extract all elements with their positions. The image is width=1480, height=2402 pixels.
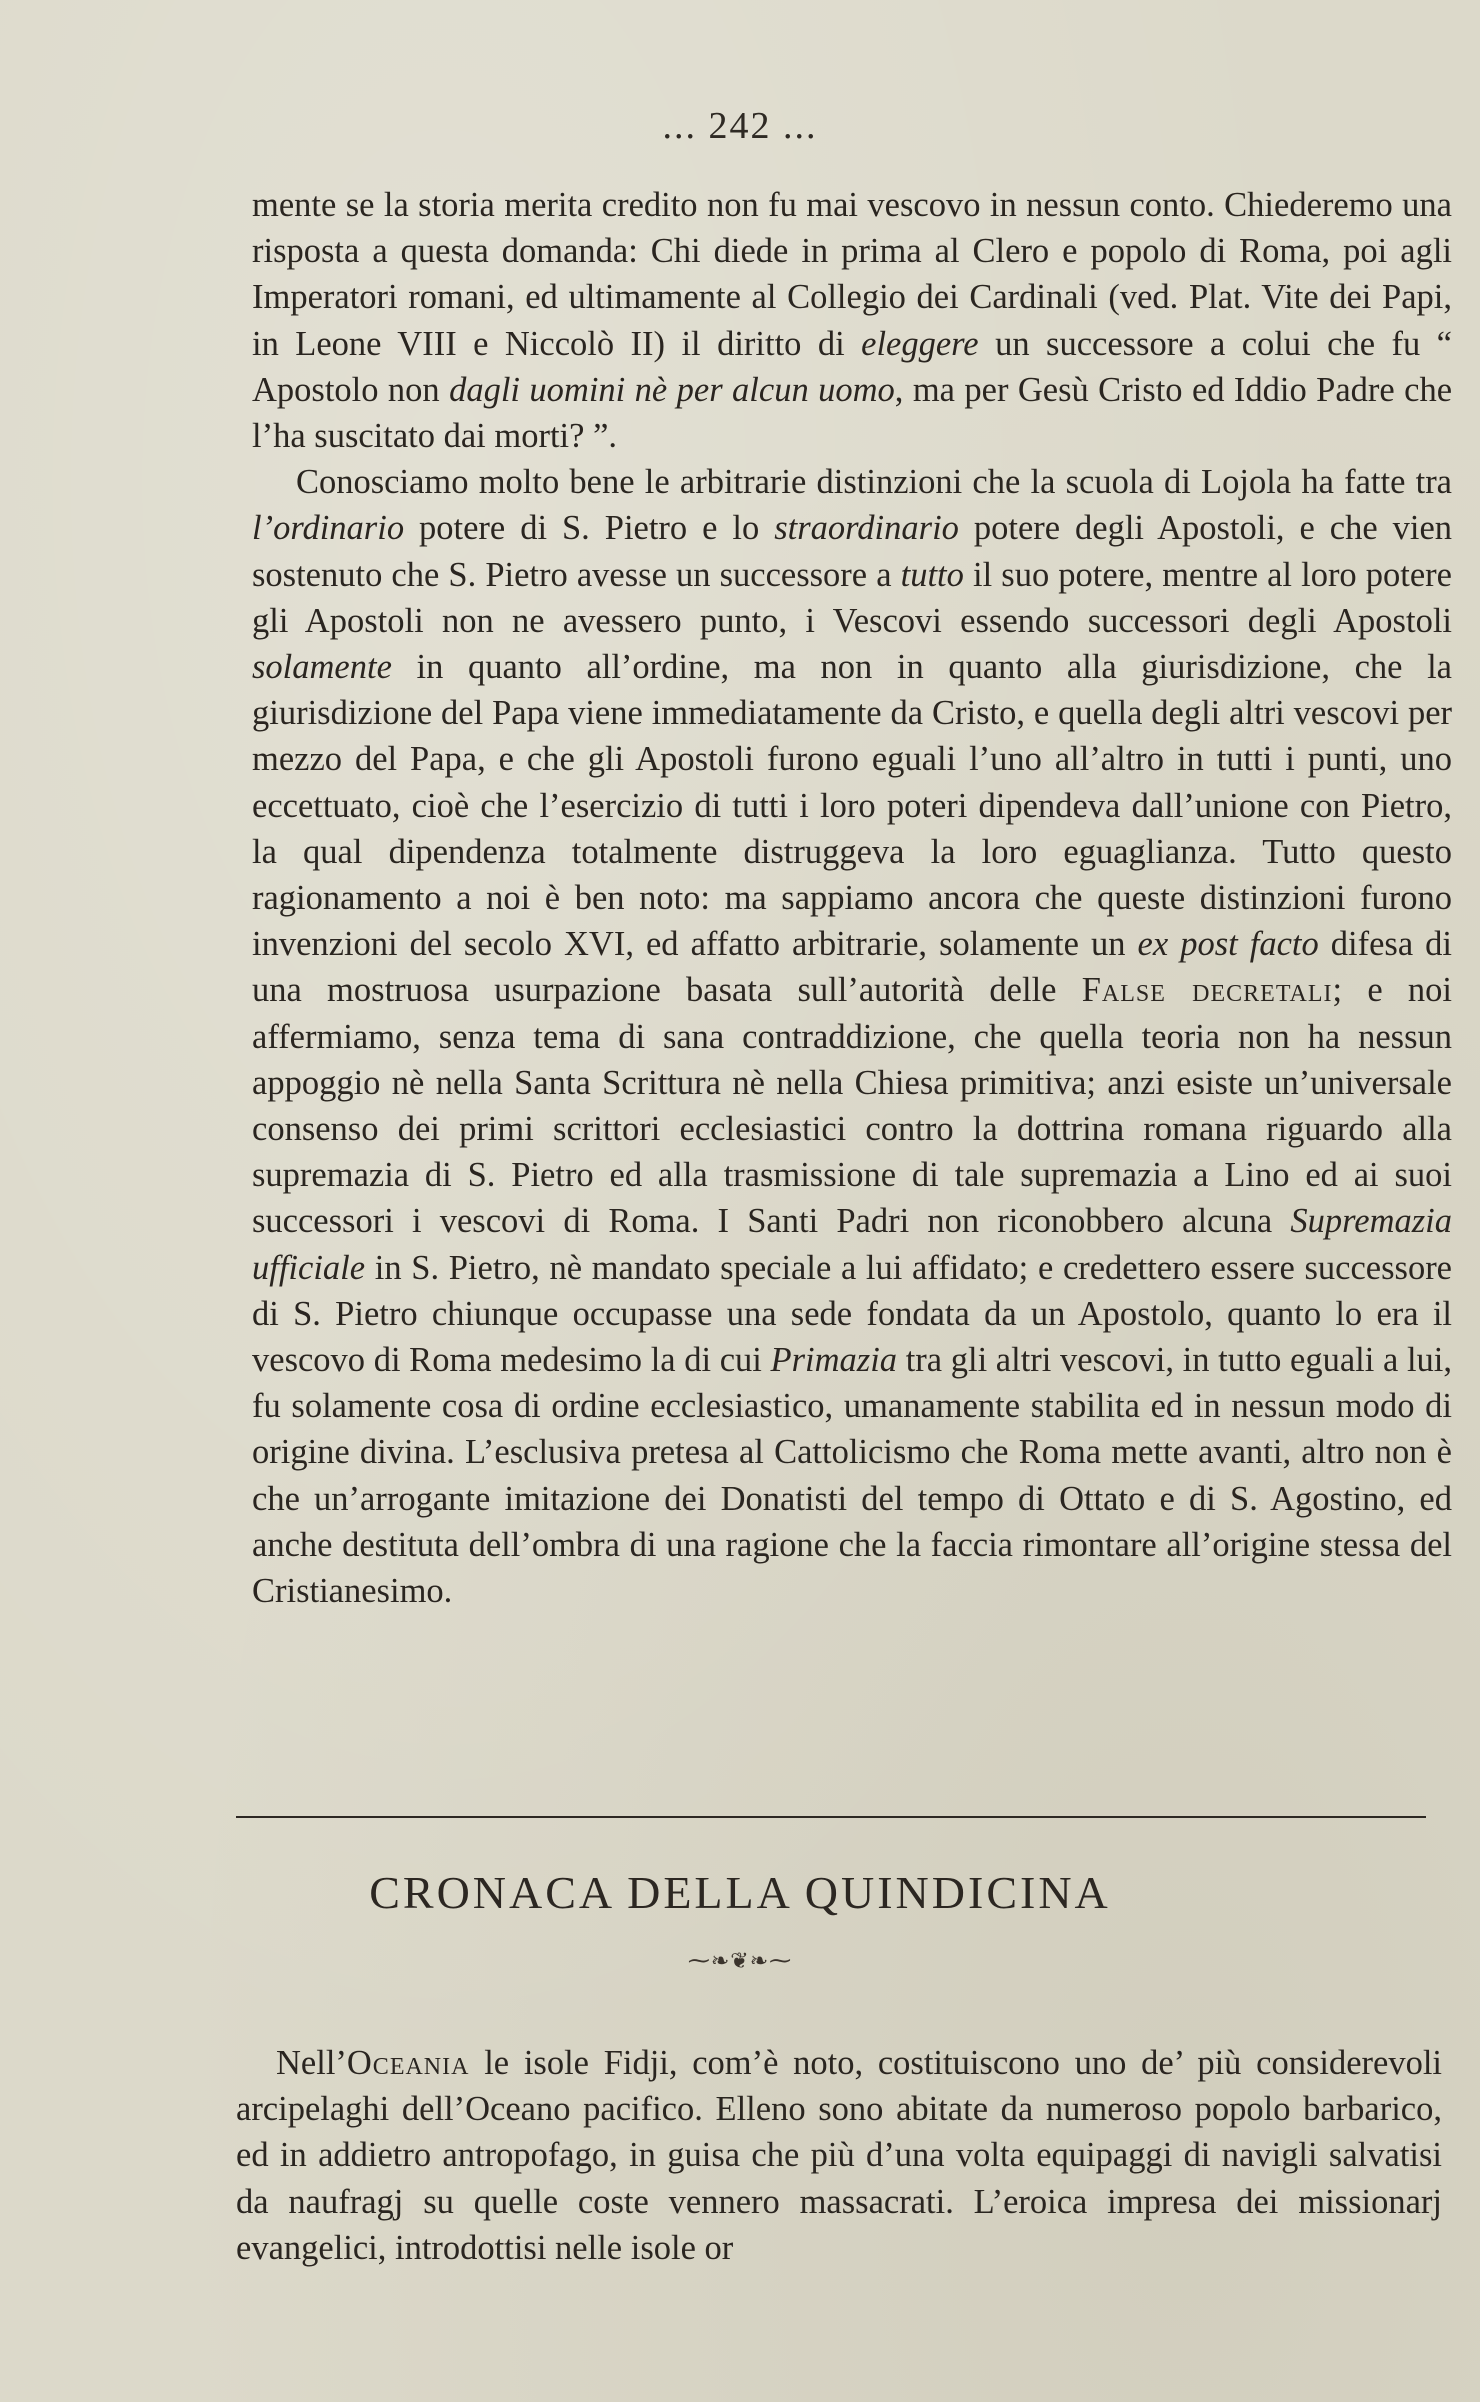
italic-text: Primazia	[770, 1341, 898, 1380]
section-divider	[236, 1816, 1426, 1818]
text-run: un successore a colui che fu “ Apostolo non	[252, 324, 1452, 409]
text-run: le isole Fidji, com’è noto, costituiscono uno de’ più considerevoli arcipelaghi dell’Oceano pacifico. Elleno sono abitate da numeroso popolo barbarico, ed in addietro antropofago, in guisa che più d’una volta equipaggi di navigli salvatisi da naufragj su quelle coste vennero massacrati. L’eroica impresa dei missionarj evangelici, introdottisi nelle isole or	[236, 2044, 1442, 2267]
text-run: Conosciamo molto bene le arbitrarie distinzioni che la scuola di Lojola ha fatte tra	[296, 463, 1452, 502]
ornament-icon: ⁓❧❦❧⁓	[687, 1948, 793, 1973]
article-body	[252, 182, 1452, 1614]
text-run: ; e noi affermiamo, senza tema di sana contraddizione, che quella teoria non ha nessun appoggio nè nella Santa Scrittura nè nella Chiesa primitiva; anzi esiste un’universale consenso dei primi scrittori ecclesiastici contro la dottrina romana riguardo alla supremazia di S. Pietro ed alla trasmissione di tale supremazia a Lino ed ai suoi successori i vescovi di Roma. I Santi Padri non riconobbero alcuna	[252, 971, 1453, 1241]
section-heading: CRONACA DELLA QUINDICINA	[369, 1867, 1111, 1918]
cronaca-body	[236, 2040, 1442, 2271]
text-run: potere degli Apostoli, e che vien sostenuto che S. Pietro avesse un successore a	[252, 509, 1453, 594]
italic-text: Supremazia ufficiale	[252, 1202, 1452, 1287]
text-run: potere di S. Pietro e lo	[404, 509, 775, 548]
text-run: in quanto all’ordine, ma non in quanto alla giurisdizione, che la giurisdizione del Papa viene immediatamente da Cristo, e quella degli altri vescovi per mezzo del Papa, e che gli Apostoli furono eguali l’uno all’altro in tutti i punti, uno eccettuato, cioè che l’esercizio di tutti i loro poteri dipendeva dall’unione con Pietro, la qual dipendenza totalmente distruggeva la loro eguaglianza. Tutto questo ragionamento a noi è ben noto: ma sappiamo ancora che queste distinzioni furono invenzioni del secolo XVI, ed affatto arbitrarie, solamente un	[252, 648, 1452, 964]
text-run: , ma per Gesù Cristo ed Iddio Padre che l’ha suscitato dai morti? ”.	[252, 370, 1453, 456]
italic-text: dagli uomini nè per alcun uomo	[449, 370, 895, 409]
text-run: Nell’	[276, 2044, 347, 2082]
text-run: difesa di una mostruosa usurpazione basata sull’autorità delle	[252, 925, 1452, 1010]
text-run: il suo potere, mentre al loro potere gli Apostoli non ne avessero punto, i Vescovi essendo successori degli Apostoli	[252, 555, 1452, 640]
italic-text: tutto	[900, 555, 964, 594]
italic-text: straordinario	[774, 509, 959, 548]
page-number: ... 242 ...	[662, 105, 818, 147]
paragraph	[252, 182, 1452, 459]
italic-text: eleggere	[861, 324, 979, 363]
text-run: tra gli altri vescovi, in tutto eguali a lui, fu solamente cosa di ordine ecclesiastico, umanamente stabilita ed in nessun modo di origine divina. L’esclusiva pretesa al Cattolicismo che Roma mette avanti, altro non è che un’arrogante imitazione dei Donatisti del tempo di Ottato e di S. Agostino, ed anche destituta dell’ombra di una ragione che la faccia rimontare all’origine stessa del Cristianesimo.	[252, 1341, 1453, 1611]
text-run: mente se la storia merita credito non fu mai vescovo in nessun conto. Chiederemo una risposta a questa domanda: Chi diede in prima al Clero e popolo di Roma, poi agli Imperatori romani, ed ultimamente al Collegio dei Cardinali (ved. Plat. Vite dei Papi, in Leone VIII e Niccolò II) il diritto di	[252, 186, 1452, 363]
text-run: in S. Pietro, nè mandato speciale a lui affidato; e credettero essere successore di S. Pietro chiunque occupasse una sede fondata da un Apostolo, quanto lo era il vescovo di Roma medesimo la di cui	[252, 1248, 1452, 1380]
smallcaps-text: False decretali	[1081, 971, 1333, 1010]
paragraph	[236, 2040, 1442, 2271]
smallcaps-text: Oceania	[346, 2044, 470, 2082]
italic-text: l’ordinario	[252, 509, 405, 548]
italic-text: ex post facto	[1137, 925, 1319, 964]
italic-text: solamente	[252, 648, 392, 687]
paragraph	[252, 459, 1452, 1614]
